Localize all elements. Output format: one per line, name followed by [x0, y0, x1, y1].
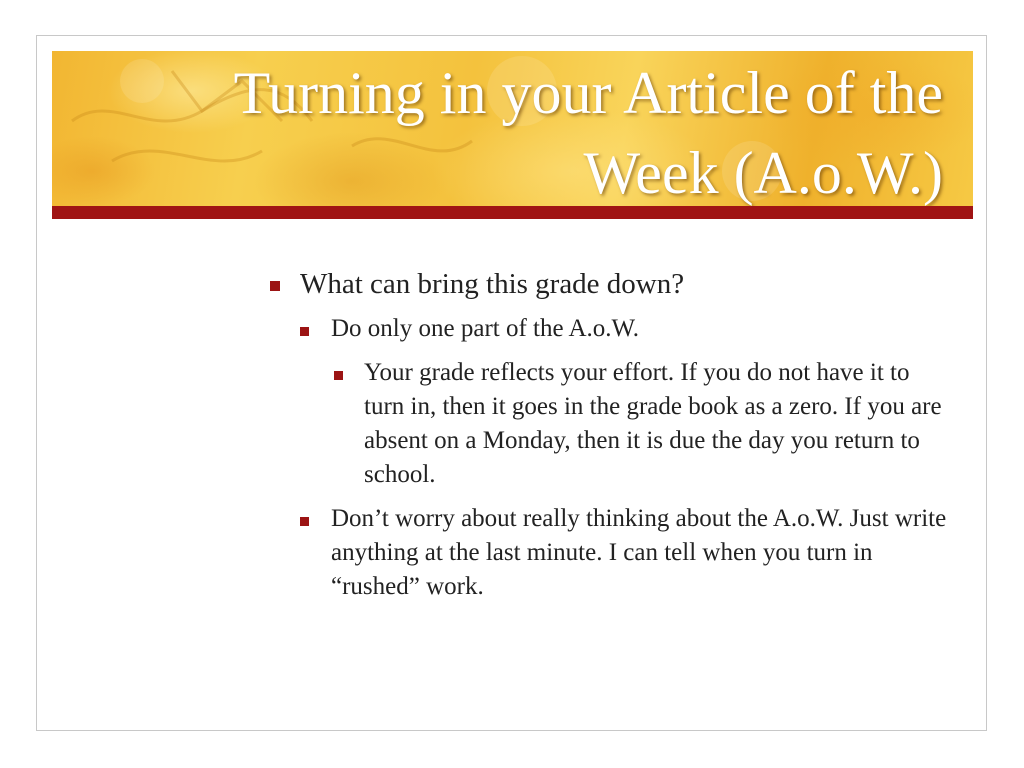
bullet-level3 — [332, 356, 944, 492]
slide-body — [268, 264, 948, 604]
bullet-level1 — [268, 264, 948, 304]
bullet-level2 — [298, 312, 948, 346]
square-bullet-icon — [334, 371, 343, 380]
bullet-text: Your grade reflects your effort. If you do not have it to turn in, then it goes in the grade book as a zero. If you are absent on a Monday, then it is due the day you return to school. — [364, 359, 942, 488]
bullet-text: Don’t worry about really thinking about the A.o.W. Just write anything at the last minute. I can tell when you turn in “rushed” work. — [331, 505, 947, 600]
slide-title: Turning in your Article of the Week (A.o.W.) — [233, 60, 943, 206]
square-bullet-icon — [270, 281, 280, 291]
title-banner — [52, 51, 973, 206]
bullet-text: What can bring this grade down? — [300, 268, 685, 300]
bullet-level2 — [298, 502, 948, 604]
square-bullet-icon — [300, 327, 309, 336]
bullet-text: Do only one part of the A.o.W. — [331, 315, 640, 342]
title-underline-bar — [52, 206, 973, 219]
square-bullet-icon — [300, 517, 309, 526]
